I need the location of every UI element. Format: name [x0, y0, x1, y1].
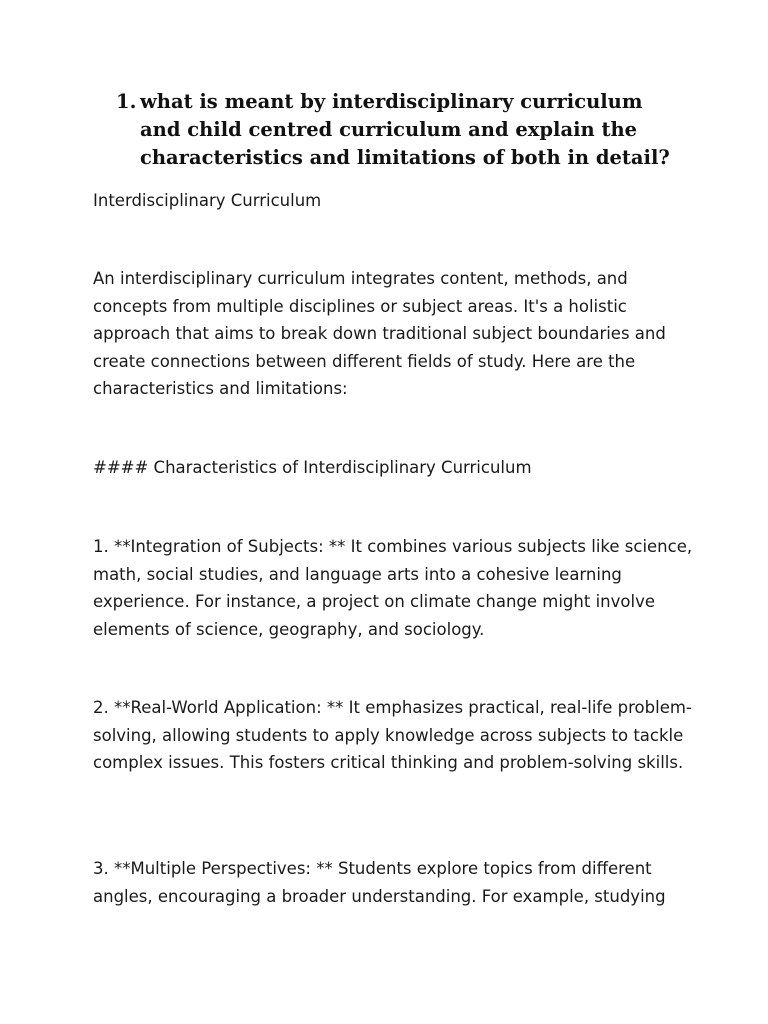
intro-paragraph: An interdisciplinary curriculum integrates content, methods, and concepts from multiple disciplines or subject areas. It's a holistic approach that aims to break down traditional subject boundaries and create connections between different fields of study. Here are the characteristics and limitations:	[93, 269, 666, 398]
question-number: 1.	[116, 90, 137, 113]
section-subheading: Interdisciplinary Curriculum	[93, 191, 322, 210]
question-heading	[116, 88, 676, 172]
list-item: 2. **Real-World Application: ** It emphasizes practical, real-life problem-solving, allowing students to apply knowledge across subjects to tackle complex issues. This fosters critical thinking and problem-solving skills.	[93, 698, 692, 772]
list-item: 3. **Multiple Perspectives: ** Students explore topics from different angles, encouraging a broader understanding. For example, studying	[93, 859, 666, 906]
characteristics-heading: #### Characteristics of Interdisciplinary Curriculum	[93, 458, 532, 477]
question-text: what is meant by interdisciplinary curriculum and child centred curriculum and explain the characteristics and limitations of both in detail?	[140, 90, 670, 169]
list-item: 1. **Integration of Subjects: ** It combines various subjects like science, math, social studies, and language arts into a cohesive learning experience. For instance, a project on climate change might involve elements of science, geography, and sociology.	[93, 537, 693, 639]
